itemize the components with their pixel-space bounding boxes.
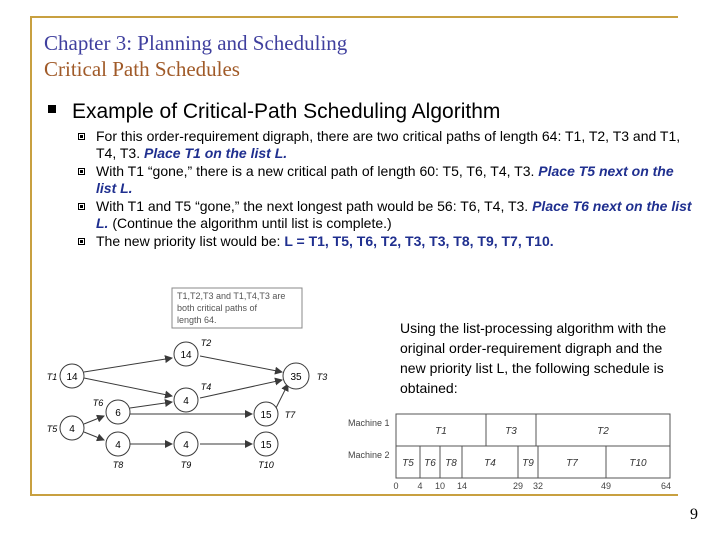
task-label: T9 xyxy=(522,458,534,469)
edge-t5-t6 xyxy=(84,416,104,424)
node-t9 xyxy=(174,432,198,470)
node-t5 xyxy=(47,416,84,440)
bullet-item xyxy=(76,163,696,197)
node-t7 xyxy=(254,402,296,426)
title-line-1: Chapter 3: Planning and Scheduling xyxy=(44,31,348,55)
edge-t1-t2 xyxy=(84,358,172,372)
svg-text:T3: T3 xyxy=(316,372,328,382)
task-label: T4 xyxy=(484,458,496,469)
svg-text:T7: T7 xyxy=(284,410,296,420)
time-tick: 4 xyxy=(417,481,423,491)
edge-t6-t4 xyxy=(130,402,172,408)
svg-text:14: 14 xyxy=(180,350,192,361)
checkbox-bullet-icon xyxy=(78,168,85,175)
left-border xyxy=(30,16,32,496)
svg-text:4: 4 xyxy=(183,396,189,407)
bullet-item xyxy=(76,198,696,232)
order-requirement-digraph xyxy=(40,284,340,474)
page-number: 9 xyxy=(690,506,698,523)
node-t3 xyxy=(283,363,327,389)
edge-t4-t3 xyxy=(200,380,282,398)
bullet-emphasis: L = T1, T5, T6, T2, T3, T3, T8, T9, T7, T10. xyxy=(284,233,554,249)
edge-t2-t3 xyxy=(200,356,282,372)
title-line-2: Critical Path Schedules xyxy=(44,57,240,82)
square-bullet-icon xyxy=(48,105,56,113)
task-label: T2 xyxy=(597,426,609,437)
svg-text:6: 6 xyxy=(115,408,121,419)
task-label: T6 xyxy=(424,458,436,469)
time-tick: 10 xyxy=(434,481,446,491)
svg-text:T5: T5 xyxy=(46,424,58,434)
slide-title xyxy=(44,30,347,83)
svg-text:4: 4 xyxy=(115,440,121,451)
bullet-emphasis: Place T1 on the list L. xyxy=(143,145,288,161)
schedule-timeline xyxy=(340,408,680,492)
edge-t5-t8 xyxy=(84,432,104,440)
svg-text:4: 4 xyxy=(69,424,75,435)
svg-text:T2: T2 xyxy=(200,338,212,348)
top-border xyxy=(30,16,678,18)
bullet-text: With T1 and T5 “gone,” the next longest path would be 56: T6, T4, T3. xyxy=(96,198,533,214)
task-label: T3 xyxy=(505,426,517,437)
section-heading xyxy=(48,100,500,124)
time-tick: 0 xyxy=(393,481,399,491)
svg-text:T1: T1 xyxy=(46,372,58,382)
svg-text:T6: T6 xyxy=(92,398,104,408)
bullet-after: (Continue the algorithm until list is complete.) xyxy=(108,215,392,231)
checkbox-bullet-icon xyxy=(78,133,85,140)
time-tick: 29 xyxy=(512,481,524,491)
node-t2 xyxy=(174,338,211,366)
bullet-emphasis: Place T5 next on the list L. xyxy=(96,163,674,196)
machine-1-label: Machine 1 xyxy=(348,418,390,428)
svg-text:35: 35 xyxy=(290,372,302,383)
svg-text:14: 14 xyxy=(66,372,78,383)
task-label: T5 xyxy=(402,458,414,469)
node-t8 xyxy=(106,432,130,470)
edge-t7-t3 xyxy=(276,384,288,408)
svg-text:15: 15 xyxy=(260,440,272,451)
svg-text:T9: T9 xyxy=(180,460,192,470)
time-tick: 64 xyxy=(660,481,672,491)
schedule-note: Using the list-processing algorithm with the original order-requirement digraph and the new priority list L, the following schedule is obtained: xyxy=(400,320,667,396)
callout-line-1: T1,T2,T3 and T1,T4,T3 are xyxy=(177,291,286,301)
node-t1 xyxy=(47,364,84,388)
bullet-emphasis: Place T6 next on the list L. xyxy=(96,198,692,231)
bullet-list xyxy=(76,128,696,251)
bottom-border xyxy=(30,494,678,496)
task-label: T10 xyxy=(629,458,647,469)
edge-t1-t4 xyxy=(84,378,172,396)
svg-text:T8: T8 xyxy=(112,460,124,470)
heading-text: Example of Critical-Path Scheduling Algorithm xyxy=(72,100,501,123)
svg-text:4: 4 xyxy=(183,440,189,451)
callout-line-3: length 64. xyxy=(177,315,217,325)
callout-line-2: both critical paths of xyxy=(177,303,258,313)
checkbox-bullet-icon xyxy=(78,203,85,210)
bullet-item xyxy=(76,128,696,162)
task-label: T1 xyxy=(435,426,447,437)
svg-text:T10: T10 xyxy=(258,460,274,470)
bullet-text: The new priority list would be: xyxy=(96,233,285,249)
time-tick: 49 xyxy=(600,481,612,491)
machine-2-label: Machine 2 xyxy=(348,450,390,460)
node-t10 xyxy=(254,432,278,470)
bullet-text: With T1 “gone,” there is a new critical path of length 60: T5, T6, T4, T3. xyxy=(96,163,539,179)
node-t6 xyxy=(93,398,130,424)
task-label: T7 xyxy=(566,458,578,469)
time-tick: 32 xyxy=(532,481,544,491)
bullet-item xyxy=(76,233,696,250)
svg-text:15: 15 xyxy=(260,410,272,421)
svg-text:T4: T4 xyxy=(200,382,212,392)
time-tick: 14 xyxy=(456,481,468,491)
task-label: T8 xyxy=(445,458,457,469)
bullet-text: For this order-requirement digraph, there are two critical paths of length 64: T1, T2, T3 and T1, T4, T3. xyxy=(96,128,681,161)
checkbox-bullet-icon xyxy=(78,238,85,245)
